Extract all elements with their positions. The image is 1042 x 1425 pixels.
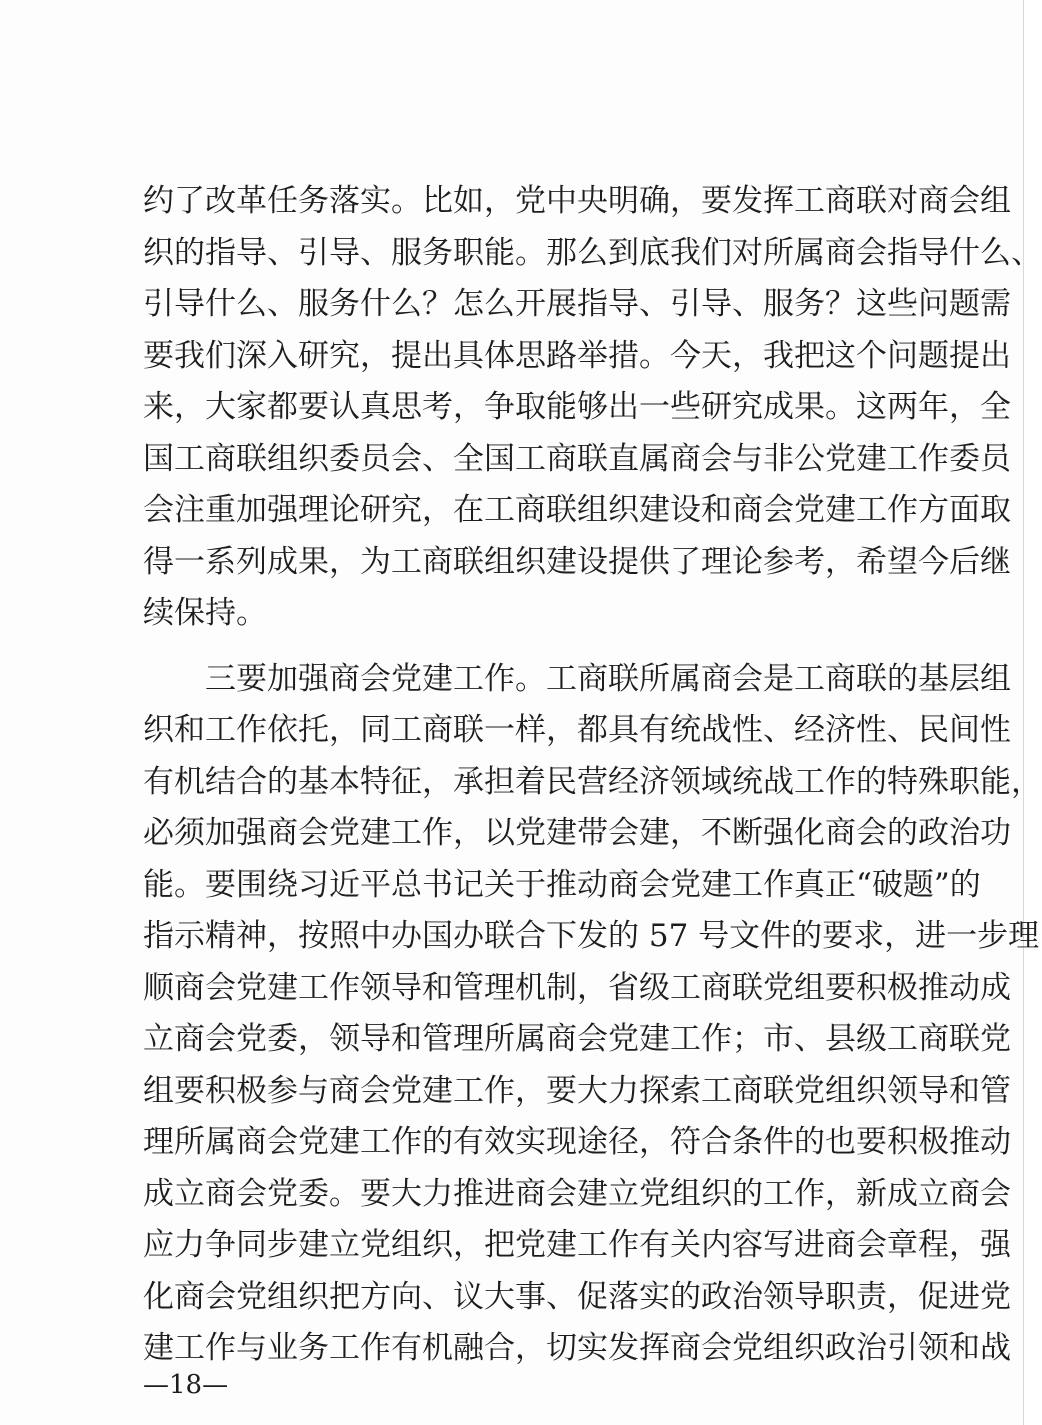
text-line: 能。要围绕习近平总书记关于推动商会党建工作真正“破题”的 — [143, 866, 981, 903]
text-line: 建工作与业务工作有机融合，切实发挥商会党组织政治引领和战 — [143, 1330, 1011, 1366]
text-line: 顺商会党建工作领导和管理机制，省级工商联党组要积极推动成 — [143, 969, 1011, 1006]
text-line: 三要加强商会党建工作。工商联所属商会是工商联的基层组 — [205, 660, 1011, 697]
text-line: 应力争同步建立党组织，把党建工作有关内容写进商会章程，强 — [143, 1227, 1011, 1263]
text-line: 织和工作依托，同工商联一样，都具有统战性、经济性、民间性 — [143, 712, 1011, 748]
body-text — [143, 176, 1042, 1375]
text-line: 引导什么、服务什么？怎么开展指导、引导、服务？这些问题需 — [143, 286, 1011, 322]
paragraph-2 — [143, 654, 1042, 1375]
paragraph-gap — [143, 640, 898, 654]
text-line: 化商会党组织把方向、议大事、促落实的政治领导职责，促进党 — [143, 1278, 1011, 1315]
text-line: 必须加强商会党建工作，以党建带会建，不断强化商会的政治功 — [143, 815, 1011, 851]
text-line: 国工商联组织委员会、全国工商联直属商会与非公党建工作委员 — [143, 440, 1011, 477]
text-line: 得一系列成果，为工商联组织建设提供了理论参考，希望今后继 — [143, 543, 1011, 580]
text-line: 续保持。 — [143, 595, 267, 631]
text-line: 有机结合的基本特征，承担着民营经济领域统战工作的特殊职能， — [143, 763, 1042, 800]
text-line: 织的指导、引导、服务职能。那么到底我们对所属商会指导什么、 — [143, 234, 1042, 271]
text-line: 指示精神，按照中办国办联合下发的 57 号文件的要求，进一步理 — [143, 918, 1040, 954]
page-number: —18— — [143, 1370, 229, 1400]
text-line: 立商会党委，领导和管理所属商会党建工作；市、县级工商联党 — [143, 1021, 1011, 1057]
text-line: 成立商会党委。要大力推进商会建立党组织的工作，新成立商会 — [143, 1175, 1011, 1212]
text-line: 理所属商会党建工作的有效实现途径，符合条件的也要积极推动 — [143, 1124, 1011, 1160]
paragraph-1 — [143, 176, 1042, 640]
text-line: 会注重加强理论研究，在工商联组织建设和商会党建工作方面取 — [143, 492, 1011, 528]
text-line: 要我们深入研究，提出具体思路举措。今天，我把这个问题提出 — [143, 337, 1011, 374]
text-line: 组要积极参与商会党建工作，要大力探索工商联党组织领导和管 — [143, 1072, 1011, 1109]
text-line: 约了改革任务落实。比如，党中央明确，要发挥工商联对商会组 — [143, 183, 1011, 219]
text-line: 来，大家都要认真思考，争取能够出一些研究成果。这两年，全 — [143, 389, 1011, 425]
